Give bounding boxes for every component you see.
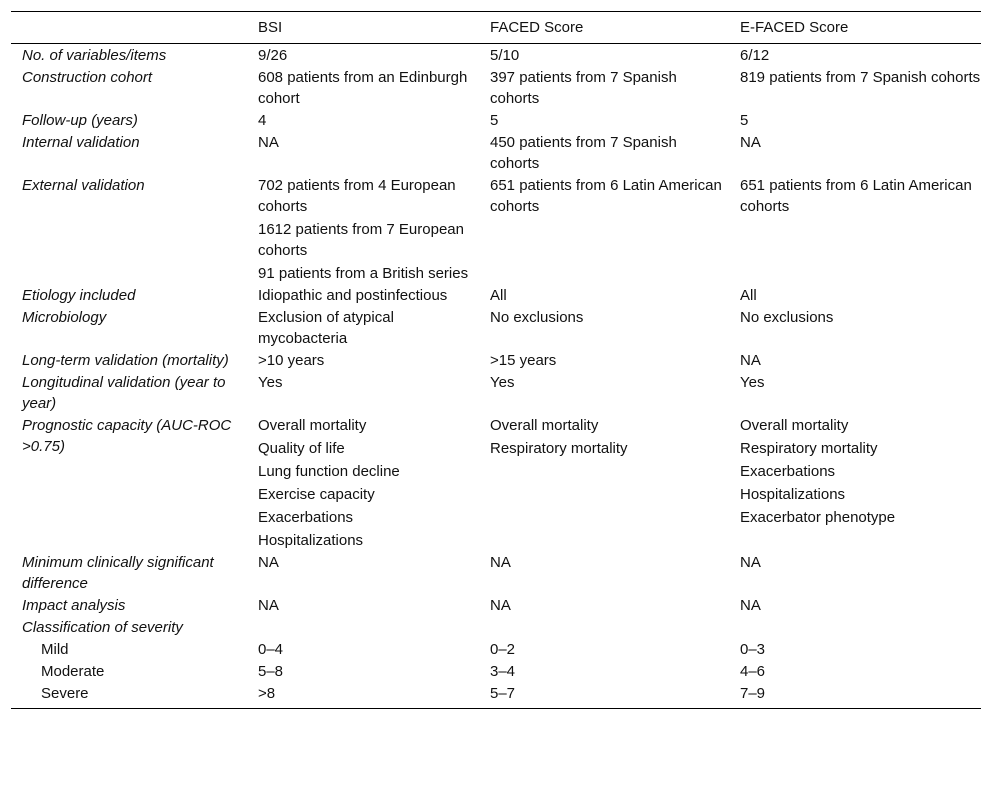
cell-text-line: All xyxy=(740,287,757,304)
table-row xyxy=(11,682,981,709)
cell-text-line: NA xyxy=(490,554,511,571)
bsi-cell xyxy=(247,66,479,109)
cell-text-line: No exclusions xyxy=(490,309,584,326)
table-row xyxy=(11,616,981,638)
e-faced-cell xyxy=(729,174,981,284)
row-label: Long-term validation (mortality) xyxy=(22,352,229,369)
cell-text-line: NA xyxy=(258,134,279,151)
cell-text-line: Exclusion of atypical mycobacteria xyxy=(258,309,394,347)
table-row xyxy=(11,306,981,349)
cell-text-line: No exclusions xyxy=(740,309,834,326)
header-bsi: BSI xyxy=(258,18,283,36)
cell-text-line: NA xyxy=(740,554,761,571)
bsi-cell xyxy=(247,109,479,131)
row-label: Minimum clinically significant difference xyxy=(22,554,214,592)
e-faced-cell xyxy=(729,306,981,349)
row-label: Construction cohort xyxy=(22,69,153,86)
faced-cell xyxy=(479,109,729,131)
e-faced-cell xyxy=(729,682,981,709)
cell-text-line: 651 patients from 6 Latin American cohorts xyxy=(490,177,722,215)
cell-text-line: Yes xyxy=(490,374,515,391)
table-header xyxy=(11,12,981,44)
bsi-cell xyxy=(247,306,479,349)
faced-cell xyxy=(479,349,729,371)
cell-text-line: Quality of life xyxy=(258,440,345,457)
cell-text-line: Exacerbations xyxy=(258,509,354,526)
cell-text-line: 7–9 xyxy=(740,685,766,702)
cell-text-line: 6/12 xyxy=(740,47,770,64)
cell-text-line: 9/26 xyxy=(258,47,288,64)
cell-text-line: Respiratory mortality xyxy=(490,440,628,457)
faced-cell xyxy=(479,66,729,109)
table-row xyxy=(11,131,981,174)
row-label: Longitudinal validation (year to year) xyxy=(22,374,226,412)
faced-cell xyxy=(479,131,729,174)
table-row xyxy=(11,371,981,414)
cell-text-line: 3–4 xyxy=(490,663,516,680)
cell-text-line: All xyxy=(490,287,507,304)
cell-text-line: Overall mortality xyxy=(258,417,367,434)
table-row xyxy=(11,44,981,67)
cell-text-line: 4–6 xyxy=(740,663,766,680)
cell-text-line: 5 xyxy=(740,112,749,129)
table-row xyxy=(11,284,981,306)
bsi-cell xyxy=(247,44,479,67)
cell-text-line: Exercise capacity xyxy=(258,486,375,503)
row-label: Microbiology xyxy=(22,309,107,326)
header-row xyxy=(11,12,981,44)
bsi-cell xyxy=(247,551,479,594)
cell-text-line: 397 patients from 7 Spanish cohorts xyxy=(490,69,677,107)
cell-text-line: NA xyxy=(258,597,279,614)
cell-text-line: 450 patients from 7 Spanish cohorts xyxy=(490,134,677,172)
faced-cell xyxy=(479,551,729,594)
header-empty-cell xyxy=(11,12,247,44)
e-faced-cell xyxy=(729,660,981,682)
comparison-table-container xyxy=(11,11,981,709)
header-faced-score: FACED Score xyxy=(490,18,584,36)
e-faced-cell xyxy=(729,638,981,660)
table-row xyxy=(11,349,981,371)
e-faced-cell xyxy=(729,371,981,414)
cell-text-line: 819 patients from 7 Spanish cohorts xyxy=(740,69,981,86)
cell-text-line: >8 xyxy=(258,685,276,702)
cell-text-line: NA xyxy=(490,597,511,614)
bsi-cell xyxy=(247,371,479,414)
table-row xyxy=(11,551,981,594)
cell-text-line: 5/10 xyxy=(490,47,520,64)
bsi-cell xyxy=(247,616,479,638)
row-label: Prognostic capacity (AUC-ROC >0.75) xyxy=(22,417,232,455)
table-row xyxy=(11,638,981,660)
faced-cell xyxy=(479,682,729,709)
row-label: Impact analysis xyxy=(22,597,126,614)
severity-level-label: Severe xyxy=(41,685,89,702)
bsi-cell xyxy=(247,349,479,371)
cell-text-line: 651 patients from 6 Latin American cohorts xyxy=(740,177,972,215)
bsi-cell xyxy=(247,638,479,660)
cell-text-line: >15 years xyxy=(490,352,557,369)
table-row xyxy=(11,594,981,616)
cell-text-line: NA xyxy=(740,134,761,151)
row-label: Follow-up (years) xyxy=(22,112,138,129)
cell-text-line: NA xyxy=(740,597,761,614)
e-faced-cell xyxy=(729,414,981,551)
bsi-cell xyxy=(247,414,479,551)
severity-scores-comparison-table xyxy=(11,11,981,709)
bsi-cell xyxy=(247,131,479,174)
table-body xyxy=(11,44,981,709)
table-row xyxy=(11,414,981,551)
row-label: Classification of severity xyxy=(22,619,183,636)
e-faced-cell xyxy=(729,551,981,594)
faced-cell xyxy=(479,414,729,551)
table-row xyxy=(11,109,981,131)
cell-text-line: 0–2 xyxy=(490,641,516,658)
faced-cell xyxy=(479,306,729,349)
e-faced-cell xyxy=(729,66,981,109)
faced-cell xyxy=(479,594,729,616)
table-row xyxy=(11,660,981,682)
header-e-faced-score: E-FACED Score xyxy=(740,18,849,36)
cell-text-line: 0–4 xyxy=(258,641,284,658)
cell-text-line: 5–8 xyxy=(258,663,284,680)
row-label: Etiology included xyxy=(22,287,136,304)
e-faced-cell xyxy=(729,284,981,306)
cell-text-line: NA xyxy=(740,352,761,369)
severity-level-label: Mild xyxy=(41,641,69,658)
e-faced-cell xyxy=(729,616,981,638)
bsi-cell xyxy=(247,594,479,616)
faced-cell xyxy=(479,44,729,67)
e-faced-cell xyxy=(729,594,981,616)
table-row xyxy=(11,66,981,109)
e-faced-cell xyxy=(729,349,981,371)
cell-text-line: >10 years xyxy=(258,352,325,369)
e-faced-cell xyxy=(729,131,981,174)
cell-text-line: 1612 patients from 7 European cohorts xyxy=(258,221,464,259)
cell-text-line: 5 xyxy=(490,112,499,129)
severity-level-label: Moderate xyxy=(41,663,105,680)
faced-cell xyxy=(479,284,729,306)
cell-text-line: Hospitalizations xyxy=(258,532,364,549)
row-label: External validation xyxy=(22,177,145,194)
cell-text-line: Idiopathic and postinfectious xyxy=(258,287,448,304)
faced-cell xyxy=(479,616,729,638)
bsi-cell xyxy=(247,284,479,306)
cell-text-line: NA xyxy=(258,554,279,571)
e-faced-cell xyxy=(729,109,981,131)
cell-text-line: 5–7 xyxy=(490,685,516,702)
cell-text-line: Overall mortality xyxy=(740,417,849,434)
cell-text-line: Respiratory mortality xyxy=(740,440,878,457)
bsi-cell xyxy=(247,660,479,682)
cell-text-line: 4 xyxy=(258,112,267,129)
cell-text-line: 608 patients from an Edinburgh cohort xyxy=(258,69,468,107)
table-row xyxy=(11,174,981,284)
bsi-cell xyxy=(247,174,479,284)
faced-cell xyxy=(479,638,729,660)
cell-text-line: 91 patients from a British series xyxy=(258,265,469,282)
cell-text-line: Exacerbations xyxy=(740,463,836,480)
cell-text-line: Yes xyxy=(258,374,283,391)
faced-cell xyxy=(479,174,729,284)
row-label: No. of variables/items xyxy=(22,47,167,64)
bsi-cell xyxy=(247,682,479,709)
cell-text-line: 702 patients from 4 European cohorts xyxy=(258,177,456,215)
cell-text-line: Yes xyxy=(740,374,765,391)
cell-text-line: Overall mortality xyxy=(490,417,599,434)
faced-cell xyxy=(479,371,729,414)
cell-text-line: 0–3 xyxy=(740,641,766,658)
e-faced-cell xyxy=(729,44,981,67)
cell-text-line: Hospitalizations xyxy=(740,486,846,503)
cell-text-line: Lung function decline xyxy=(258,463,400,480)
faced-cell xyxy=(479,660,729,682)
row-label: Internal validation xyxy=(22,134,140,151)
cell-text-line: Exacerbator phenotype xyxy=(740,509,896,526)
